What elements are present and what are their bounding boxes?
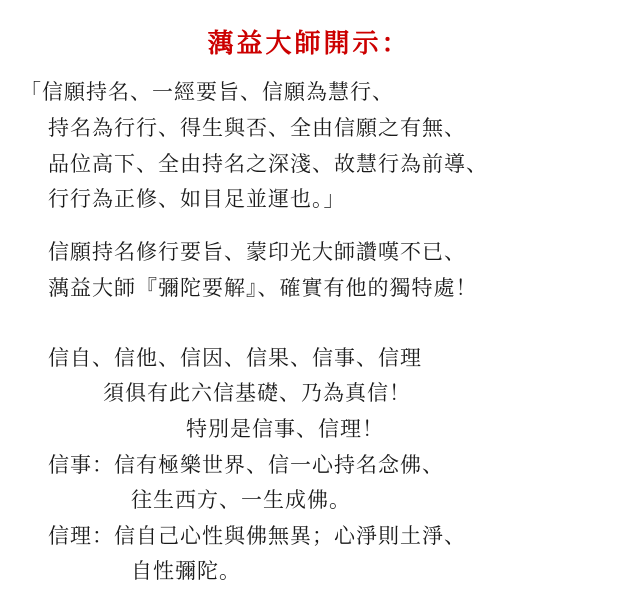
quote-line-1: 「信願持名、一經要旨、信願為慧行、: [20, 80, 394, 104]
six-faiths-list: 信自、信他、信因、信果、信事、信理: [48, 346, 422, 370]
faith-in-matter-line-2: 往生西方、一生成佛。: [131, 488, 351, 512]
faith-in-principle-line-1: 信理：信自己心性與佛無異；心淨則土淨、: [48, 524, 466, 548]
page-title: 蕅益大師開示：: [207, 29, 411, 59]
six-faiths-statement: 須俱有此六信基礎、乃為真信！: [103, 381, 411, 405]
commentary-line-1: 信願持名修行要旨、蒙印光大師讚嘆不已、: [48, 240, 466, 264]
faith-in-principle-line-2: 自性彌陀。: [131, 559, 241, 583]
six-faiths-emphasis: 特別是信事、信理！: [186, 417, 384, 441]
quote-line-2: 持名為行行、得生與否、全由信願之有無、: [48, 116, 466, 140]
commentary-line-2: 蕅益大師『彌陀要解』、確實有他的獨特處！: [48, 276, 478, 300]
quote-line-4: 行行為正修、如目足並運也。」: [48, 187, 346, 211]
quote-line-3: 品位高下、全由持名之深淺、故慧行為前導、: [48, 152, 488, 176]
faith-in-matter-line-1: 信事：信有極樂世界、信一心持名念佛、: [48, 453, 444, 477]
